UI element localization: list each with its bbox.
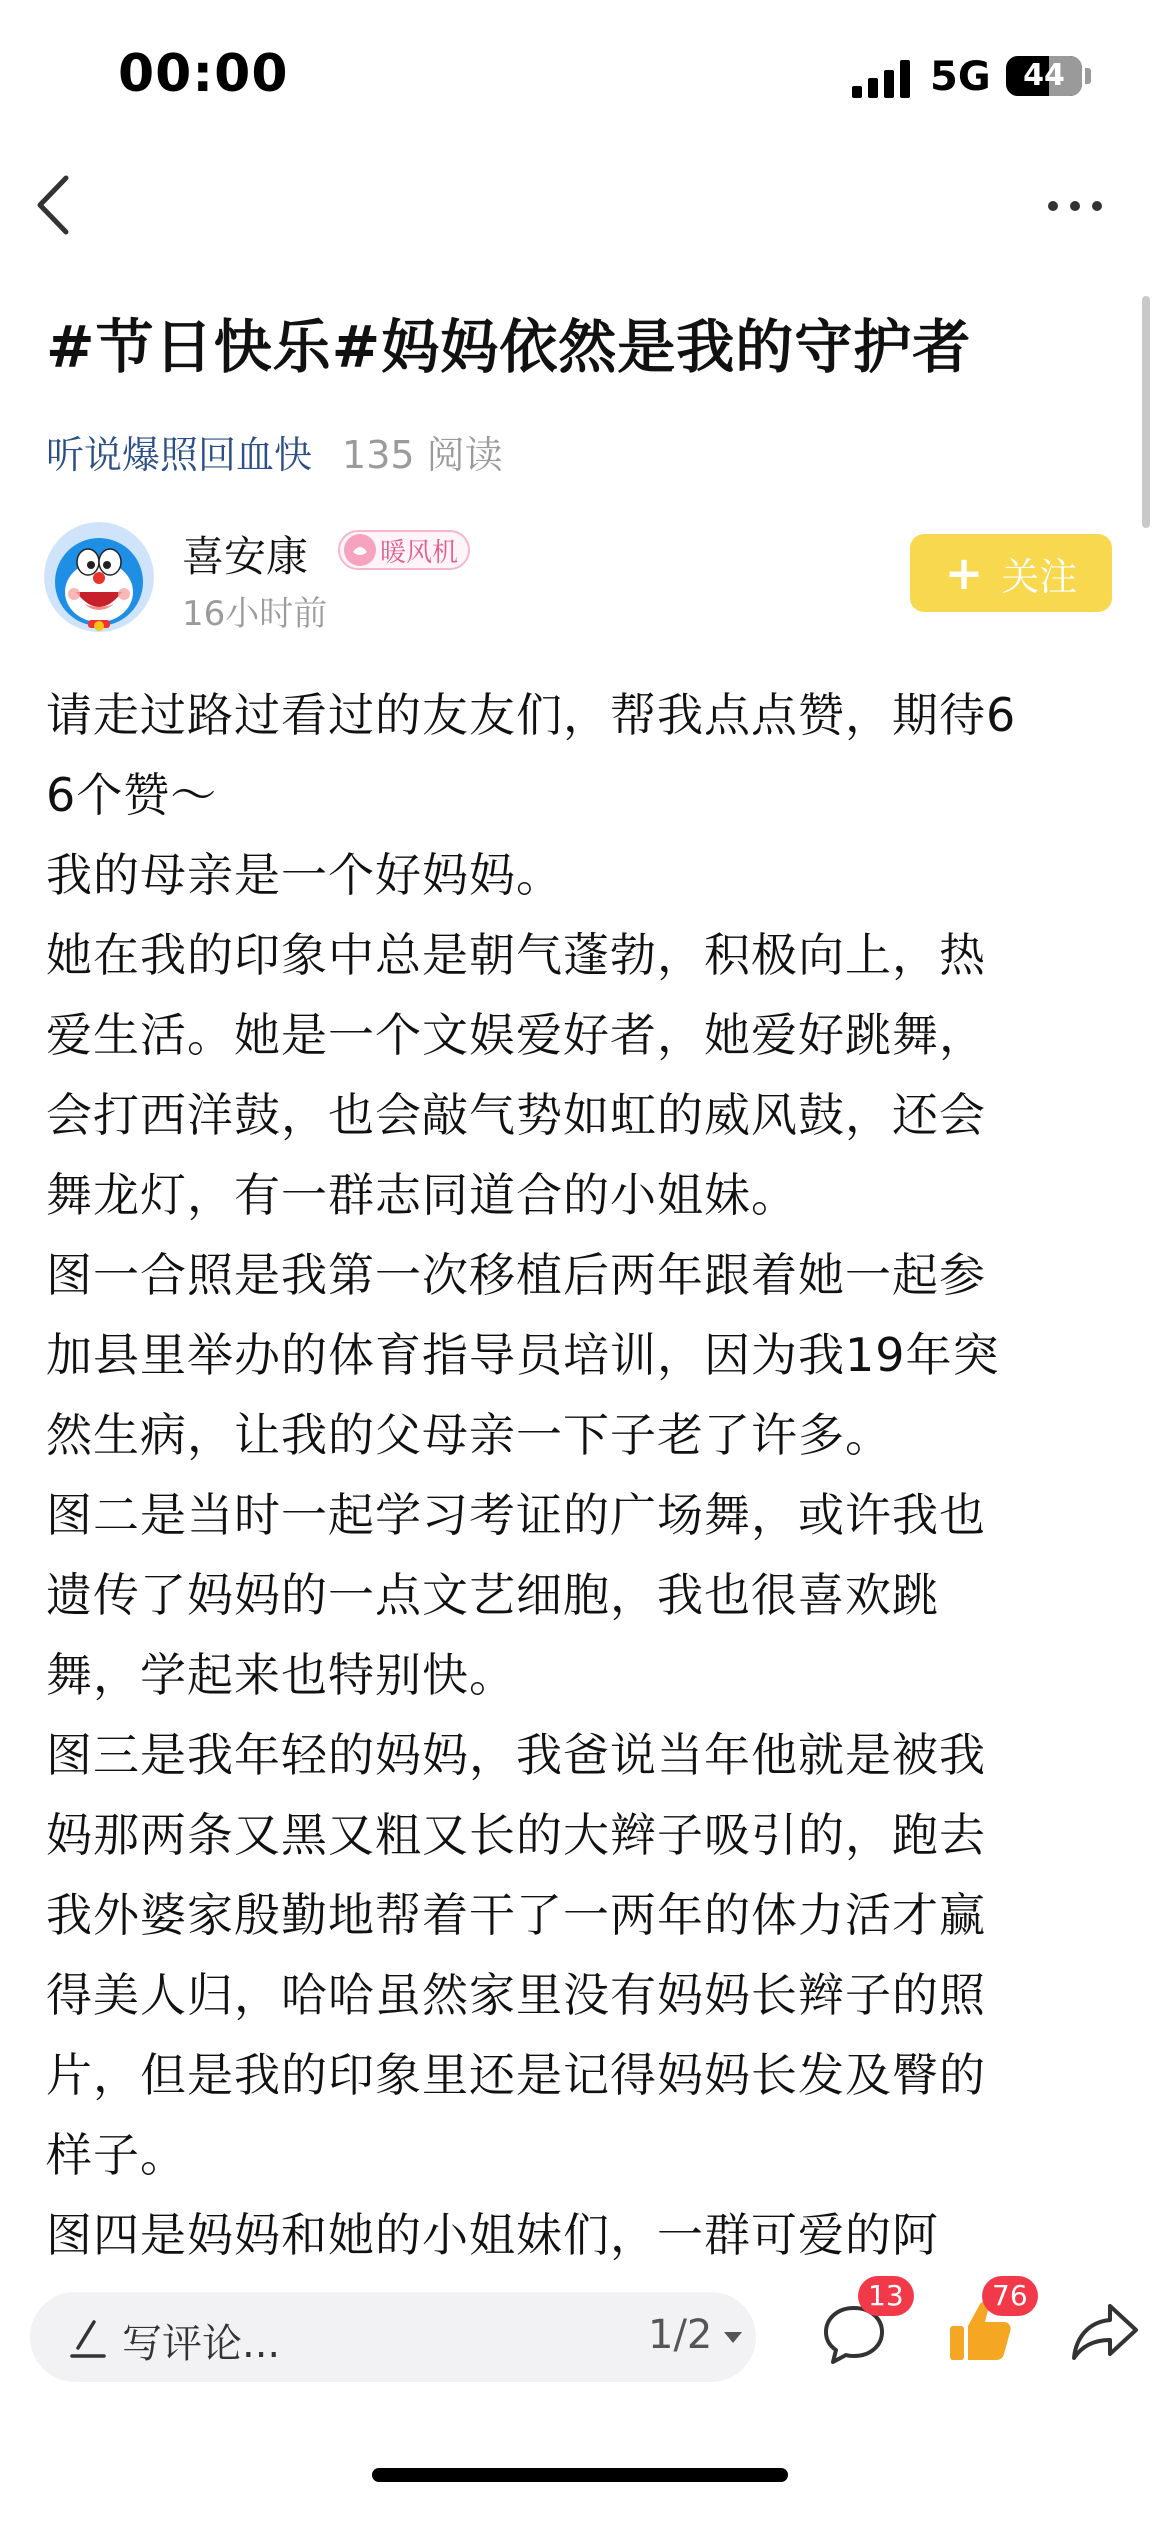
follow-label: 关注 (1001, 554, 1078, 599)
author-badge (338, 530, 470, 570)
pen-icon (66, 2314, 110, 2362)
page-indicator[interactable]: 1/2 (648, 2312, 713, 2358)
signal-icon (852, 58, 914, 98)
plus-icon: + (944, 546, 984, 600)
battery-cap (1085, 68, 1091, 84)
status-bar (0, 0, 1170, 140)
battery-level: 44 (1023, 58, 1065, 93)
battery-icon (1006, 56, 1082, 96)
read-count: 135 阅读 (342, 433, 503, 477)
avatar[interactable] (44, 522, 154, 632)
more-dots-icon[interactable] (1046, 196, 1104, 216)
badge-icon (344, 534, 376, 566)
share-icon[interactable] (1070, 2300, 1140, 2364)
author-name[interactable]: 喜安康 (182, 532, 309, 581)
badge-label: 暖风机 (380, 537, 459, 568)
article-title: #节日快乐#妈妈依然是我的守护者 (46, 313, 972, 381)
like-count-badge: 76 (982, 2276, 1038, 2316)
post-time: 16小时前 (182, 594, 328, 634)
comment-input[interactable] (30, 2292, 756, 2382)
home-indicator[interactable] (372, 2468, 788, 2482)
back-chevron-icon[interactable] (32, 172, 76, 238)
dropdown-arrow-icon[interactable] (724, 2332, 742, 2343)
comment-count-badge: 13 (858, 2276, 914, 2316)
comment-placeholder: 写评论... (122, 2321, 281, 2367)
topic-link[interactable]: 听说爆照回血快 (46, 433, 313, 477)
network-type: 5G (930, 54, 991, 100)
scrollbar[interactable] (1142, 296, 1150, 528)
follow-button[interactable] (910, 534, 1112, 612)
status-time: 00:00 (118, 44, 289, 104)
article-body: 请走过路过看过的友友们，帮我点点赞，期待6 6个赞～ 我的母亲是一个好妈妈。 她在我的印象中总是朝气蓬勃，积极向上，热 爱生活。她是一个文娱爱好者，她爱好跳舞， 会打西洋鼓，也会敲气势如虹的威风鼓，还会 舞龙灯，有一群志同道合的小姐妹。 图一合照是我第一次移植后两年跟着她一起参 加县里举办的体育指导员培训，因为我19年突 然生病，让我的父母亲一下子老了许多。 图二是当时一起学习考证的广场舞，或许我也 遗传了妈妈的一点文艺细胞，我也很喜欢跳 舞，学起来也特别快。 图三是我年轻的妈妈，我爸说当年他就是被我 妈那两条又黑又粗又长的大辫子吸引的，跑去 我外婆家殷勤地帮着干了一两年的体力活才赢 得美人归，哈哈虽然家里没有妈妈长辫子的照 片，但是我的印象里还是记得妈妈长发及臀的 样子。 图四是妈妈和她的小姐妹们，一群可爱的阿 (46, 688, 1017, 2262)
article-meta (46, 424, 503, 479)
